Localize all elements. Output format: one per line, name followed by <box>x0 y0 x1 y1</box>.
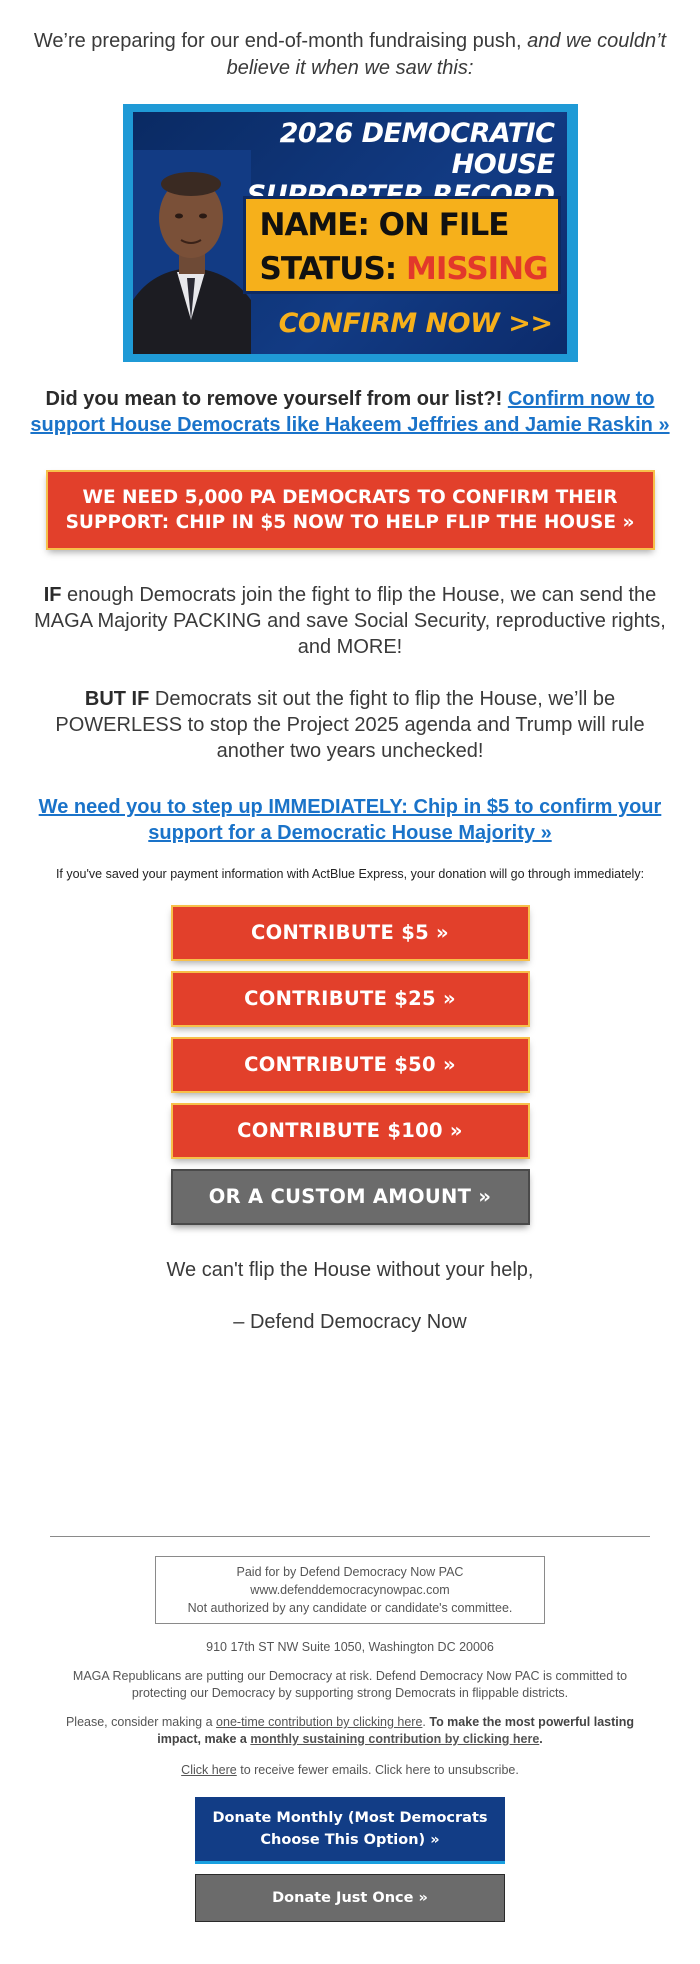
not-authorized-line: Not authorized by any candidate or candidate's committee. <box>187 1601 513 1615</box>
confirm-now-link[interactable]: Confirm now to support House Democrats like Hakeem Jeffries and Jamie Raskin » <box>30 388 670 436</box>
please-mid: . <box>422 1715 430 1729</box>
paid-for-box <box>155 1556 545 1624</box>
name-value: ON FILE <box>378 207 509 243</box>
lasting-impact-text: To make the most powerful lasting impact, make a <box>157 1715 635 1746</box>
contribute-25-button[interactable]: CONTRIBUTE $25 » <box>173 973 528 1025</box>
lasting-impact-end: . <box>539 1732 543 1746</box>
fewer-emails-link[interactable]: Click here <box>181 1763 237 1777</box>
fewer-emails-text: to receive fewer emails. Click here to unsubscribe. <box>240 1763 519 1777</box>
question-bold: Did you mean to remove yourself from our list?! <box>45 388 503 410</box>
contribute-buttons <box>30 907 670 1223</box>
custom-amount-button[interactable]: OR A CUSTOM AMOUNT » <box>173 1171 528 1223</box>
intro-italic: and we couldn’t believe it when we saw this: <box>226 30 667 79</box>
para-if-lead: IF <box>43 584 62 606</box>
footer-divider <box>50 1536 650 1537</box>
fewer-emails-line <box>0 1762 700 1779</box>
intro-text <box>30 0 670 82</box>
para-but-if <box>30 686 670 764</box>
pac-website: www.defenddemocracynowpac.com <box>250 1583 450 1597</box>
flip-the-house-button[interactable]: WE NEED 5,000 PA DEMOCRATS TO CONFIRM THEIR SUPPORT: CHIP IN $5 NOW TO HELP FLIP THE HOUSE » <box>48 472 653 548</box>
footer-contribute-text <box>55 1714 645 1748</box>
hero-panel <box>133 112 567 354</box>
status-label: STATUS: <box>259 251 397 287</box>
hero-banner[interactable] <box>123 104 578 362</box>
footer <box>0 1556 700 1922</box>
footer-mission: MAGA Republicans are putting our Democracy at risk. Defend Democracy Now PAC is committed to protecting our Democracy by supporting strong Democrats in flippable districts. <box>72 1669 628 1700</box>
hero-title-line1: 2026 DEMOCRATIC HOUSE <box>279 118 555 180</box>
name-label: NAME: <box>259 207 369 243</box>
step-up-link[interactable]: We need you to step up IMMEDIATELY: Chip in $5 to confirm your support for a Democratic House Majority » <box>38 796 662 844</box>
signoff-signature: – Defend Democracy Now <box>233 1311 467 1333</box>
hero-status-line <box>260 247 558 291</box>
para-but-if-text: Democrats sit out the fight to flip the House, we’ll be POWERLESS to stop the Project 2025 agenda and Trump will rule another two years unchecked! <box>55 688 645 762</box>
please-prefix: Please, consider making a <box>65 1715 213 1729</box>
monthly-contribution-link[interactable]: monthly sustaining contribution by clicking here <box>250 1732 540 1746</box>
contribute-100-button[interactable]: CONTRIBUTE $100 » <box>173 1105 528 1157</box>
donate-once-button[interactable]: Donate Just Once » <box>195 1874 505 1922</box>
para-if <box>30 582 670 660</box>
donate-monthly-button[interactable]: Donate Monthly (Most Democrats Choose This Option) » <box>195 1797 505 1864</box>
actblue-express-note: If you've saved your payment information with ActBlue Express, your donation will go through immediately: <box>55 867 645 881</box>
hero-record-box <box>243 196 561 294</box>
contribute-50-button[interactable]: CONTRIBUTE $50 » <box>173 1039 528 1091</box>
status-value: MISSING <box>406 251 548 287</box>
step-up-paragraph <box>30 794 670 846</box>
signoff-line: We can't flip the House without your help, <box>166 1259 534 1281</box>
para-but-if-lead: BUT IF <box>84 688 150 710</box>
paid-for-line: Paid for by Defend Democracy Now PAC <box>236 1565 464 1579</box>
one-time-contribution-link[interactable]: one-time contribution by clicking here <box>216 1715 423 1729</box>
question-text <box>30 386 670 438</box>
hero-confirm-cta[interactable]: CONFIRM NOW >> <box>278 308 553 339</box>
intro-regular: We’re preparing for our end-of-month fundraising push, <box>33 30 522 52</box>
contribute-5-button[interactable]: CONTRIBUTE $5 » <box>173 907 528 959</box>
para-if-text: enough Democrats join the fight to flip the House, we can send the MAGA Majority PACKING and save Social Security, reproductive rights, and MORE! <box>34 584 666 658</box>
footer-address: 910 17th ST NW Suite 1050, Washington DC 20006 <box>206 1640 494 1654</box>
hero-name-line <box>260 203 558 247</box>
email-body <box>30 0 670 1335</box>
